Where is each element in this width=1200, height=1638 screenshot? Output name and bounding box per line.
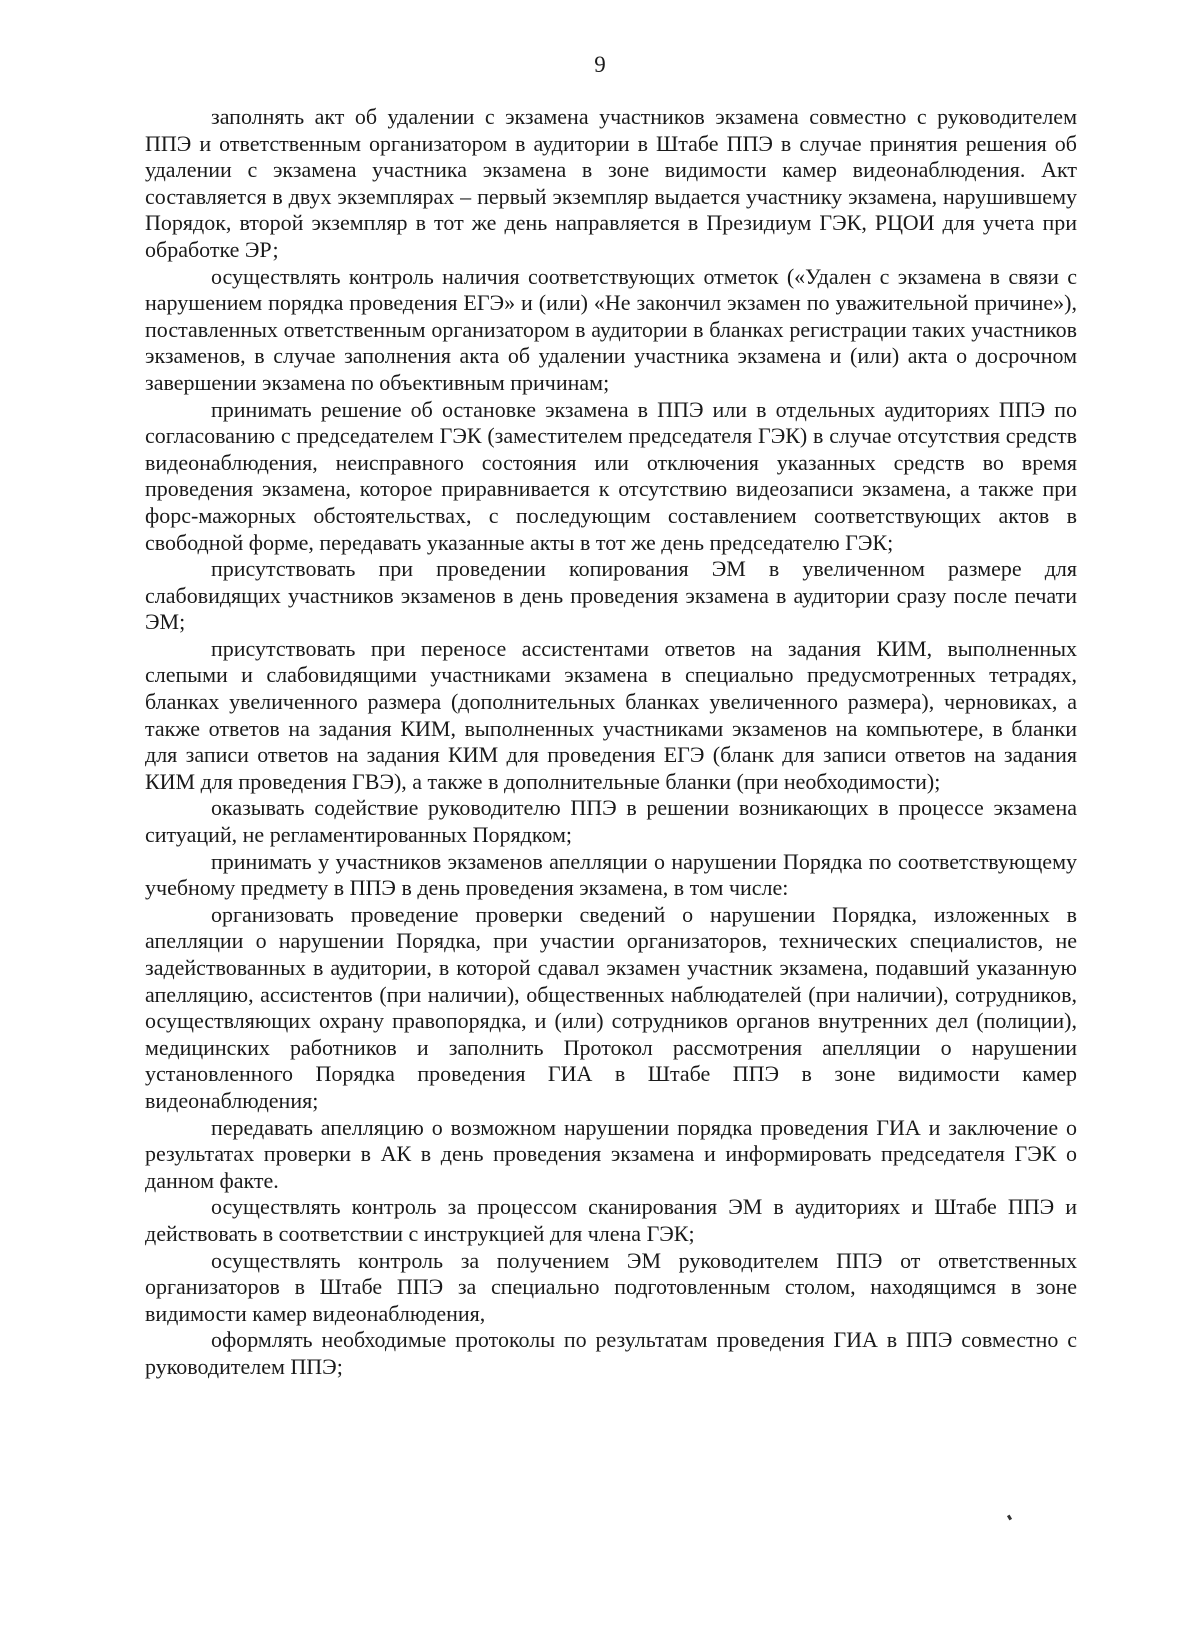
page-number: 9: [594, 52, 606, 77]
paragraph-4: присутствовать при проведении копирования ЭМ в увеличенном размере для слабовидящих участников экзаменов в день проведения экзамена в аудитории сразу после печати ЭМ;: [145, 556, 1077, 635]
paragraph-6: оказывать содействие руководителю ППЭ в решении возникающих в процессе экзамена ситуаций, не регламентированных Порядком;: [145, 795, 1077, 848]
paragraph-3: принимать решение об остановке экзамена в ППЭ или в отдельных аудиториях ППЭ по согласованию с председателем ГЭК (заместителем председателя ГЭК) в случае отсутствия средств видеонаблюдения, неисправного состояния или отключения указанных средств во время проведения экзамена, которое приравнивается к отсутствию видеозаписи экзамена, а также при форс-мажорных обстоятельствах, с последующим составлением соответствующих актов в свободной форме, передавать указанные акты в тот же день председателю ГЭК;: [145, 396, 1077, 555]
paragraph-1: заполнять акт об удалении с экзамена участников экзамена совместно с руководителем ППЭ и ответственным организатором в аудитории в Штабе ППЭ в случае принятия решения об удалении с экзамена участника экзамена в зоне видимости камер видеонаблюдения. Акт составляется в двух экземплярах – первый экземпляр выдается участнику экзамена, нарушившему Порядок, второй экземпляр в тот же день направляется в Президиум ГЭК, РЦОИ для учета при обработке ЭР;: [145, 104, 1077, 262]
scan-mark: [1007, 1515, 1012, 1521]
paragraph-5: присутствовать при переносе ассистентами ответов на задания КИМ, выполненных слепыми и слабовидящими участниками экзамена в специально предусмотренных тетрадях, бланках увеличенного размера (дополнительных бланках увеличенного размера), черновиках, а также ответов на задания КИМ, выполненных участниками экзаменов на компьютере, в бланки для записи ответов на задания КИМ для проведения ЕГЭ (бланк для записи ответов на задания КИМ для проведения ГВЭ), а также в дополнительные бланки (при необходимости);: [145, 635, 1077, 794]
paragraph-10: осуществлять контроль за процессом сканирования ЭМ в аудиториях и Штабе ППЭ и действовать в соответствии с инструкцией для члена ГЭК;: [145, 1194, 1077, 1246]
paragraph-7: принимать у участников экзаменов апелляции о нарушении Порядка по соответствующему учебному предмету в ППЭ в день проведения экзамена, в том числе:: [145, 848, 1077, 901]
paragraph-11: осуществлять контроль за получением ЭМ руководителем ППЭ от ответственных организаторов в Штабе ППЭ за специально подготовленным столом, находящимся в зоне видимости камер видеонаблюдения,: [145, 1247, 1077, 1326]
paragraph-8: организовать проведение проверки сведений о нарушении Порядка, изложенных в апелляции о нарушении Порядка, при участии организаторов, технических специалистов, не задействованных в аудитории, в которой сдавал экзамен участник экзамена, подавший указанную апелляцию, ассистентов (при наличии), общественных наблюдателей (при наличии), сотрудников, осуществляющих охрану правопорядка, и (или) сотрудников органов внутренних дел (полиции), медицинских работников и заполнить Протокол рассмотрения апелляции о нарушении установленного Порядка проведения ГИА в Штабе ППЭ в зоне видимости камер видеонаблюдения;: [145, 901, 1077, 1113]
paragraph-12: оформлять необходимые протоколы по результатам проведения ГИА в ППЭ совместно с руководителем ППЭ;: [145, 1327, 1077, 1379]
document-body: [145, 104, 1077, 1381]
paragraph-9: передавать апелляцию о возможном нарушении порядка проведения ГИА и заключение о результатах проверки в АК в день проведения экзамена и информировать председателя ГЭК о данном факте.: [145, 1114, 1077, 1193]
paragraph-2: осуществлять контроль наличия соответствующих отметок («Удален с экзамена в связи с нарушением порядка проведения ЕГЭ» и (или) «Не закончил экзамен по уважительной причине»), поставленных ответственным организатором в аудитории в бланках регистрации таких участников экзаменов, в случае заполнения акта об удалении участника экзамена и (или) акта о досрочном завершении экзамена по объективным причинам;: [145, 263, 1077, 395]
